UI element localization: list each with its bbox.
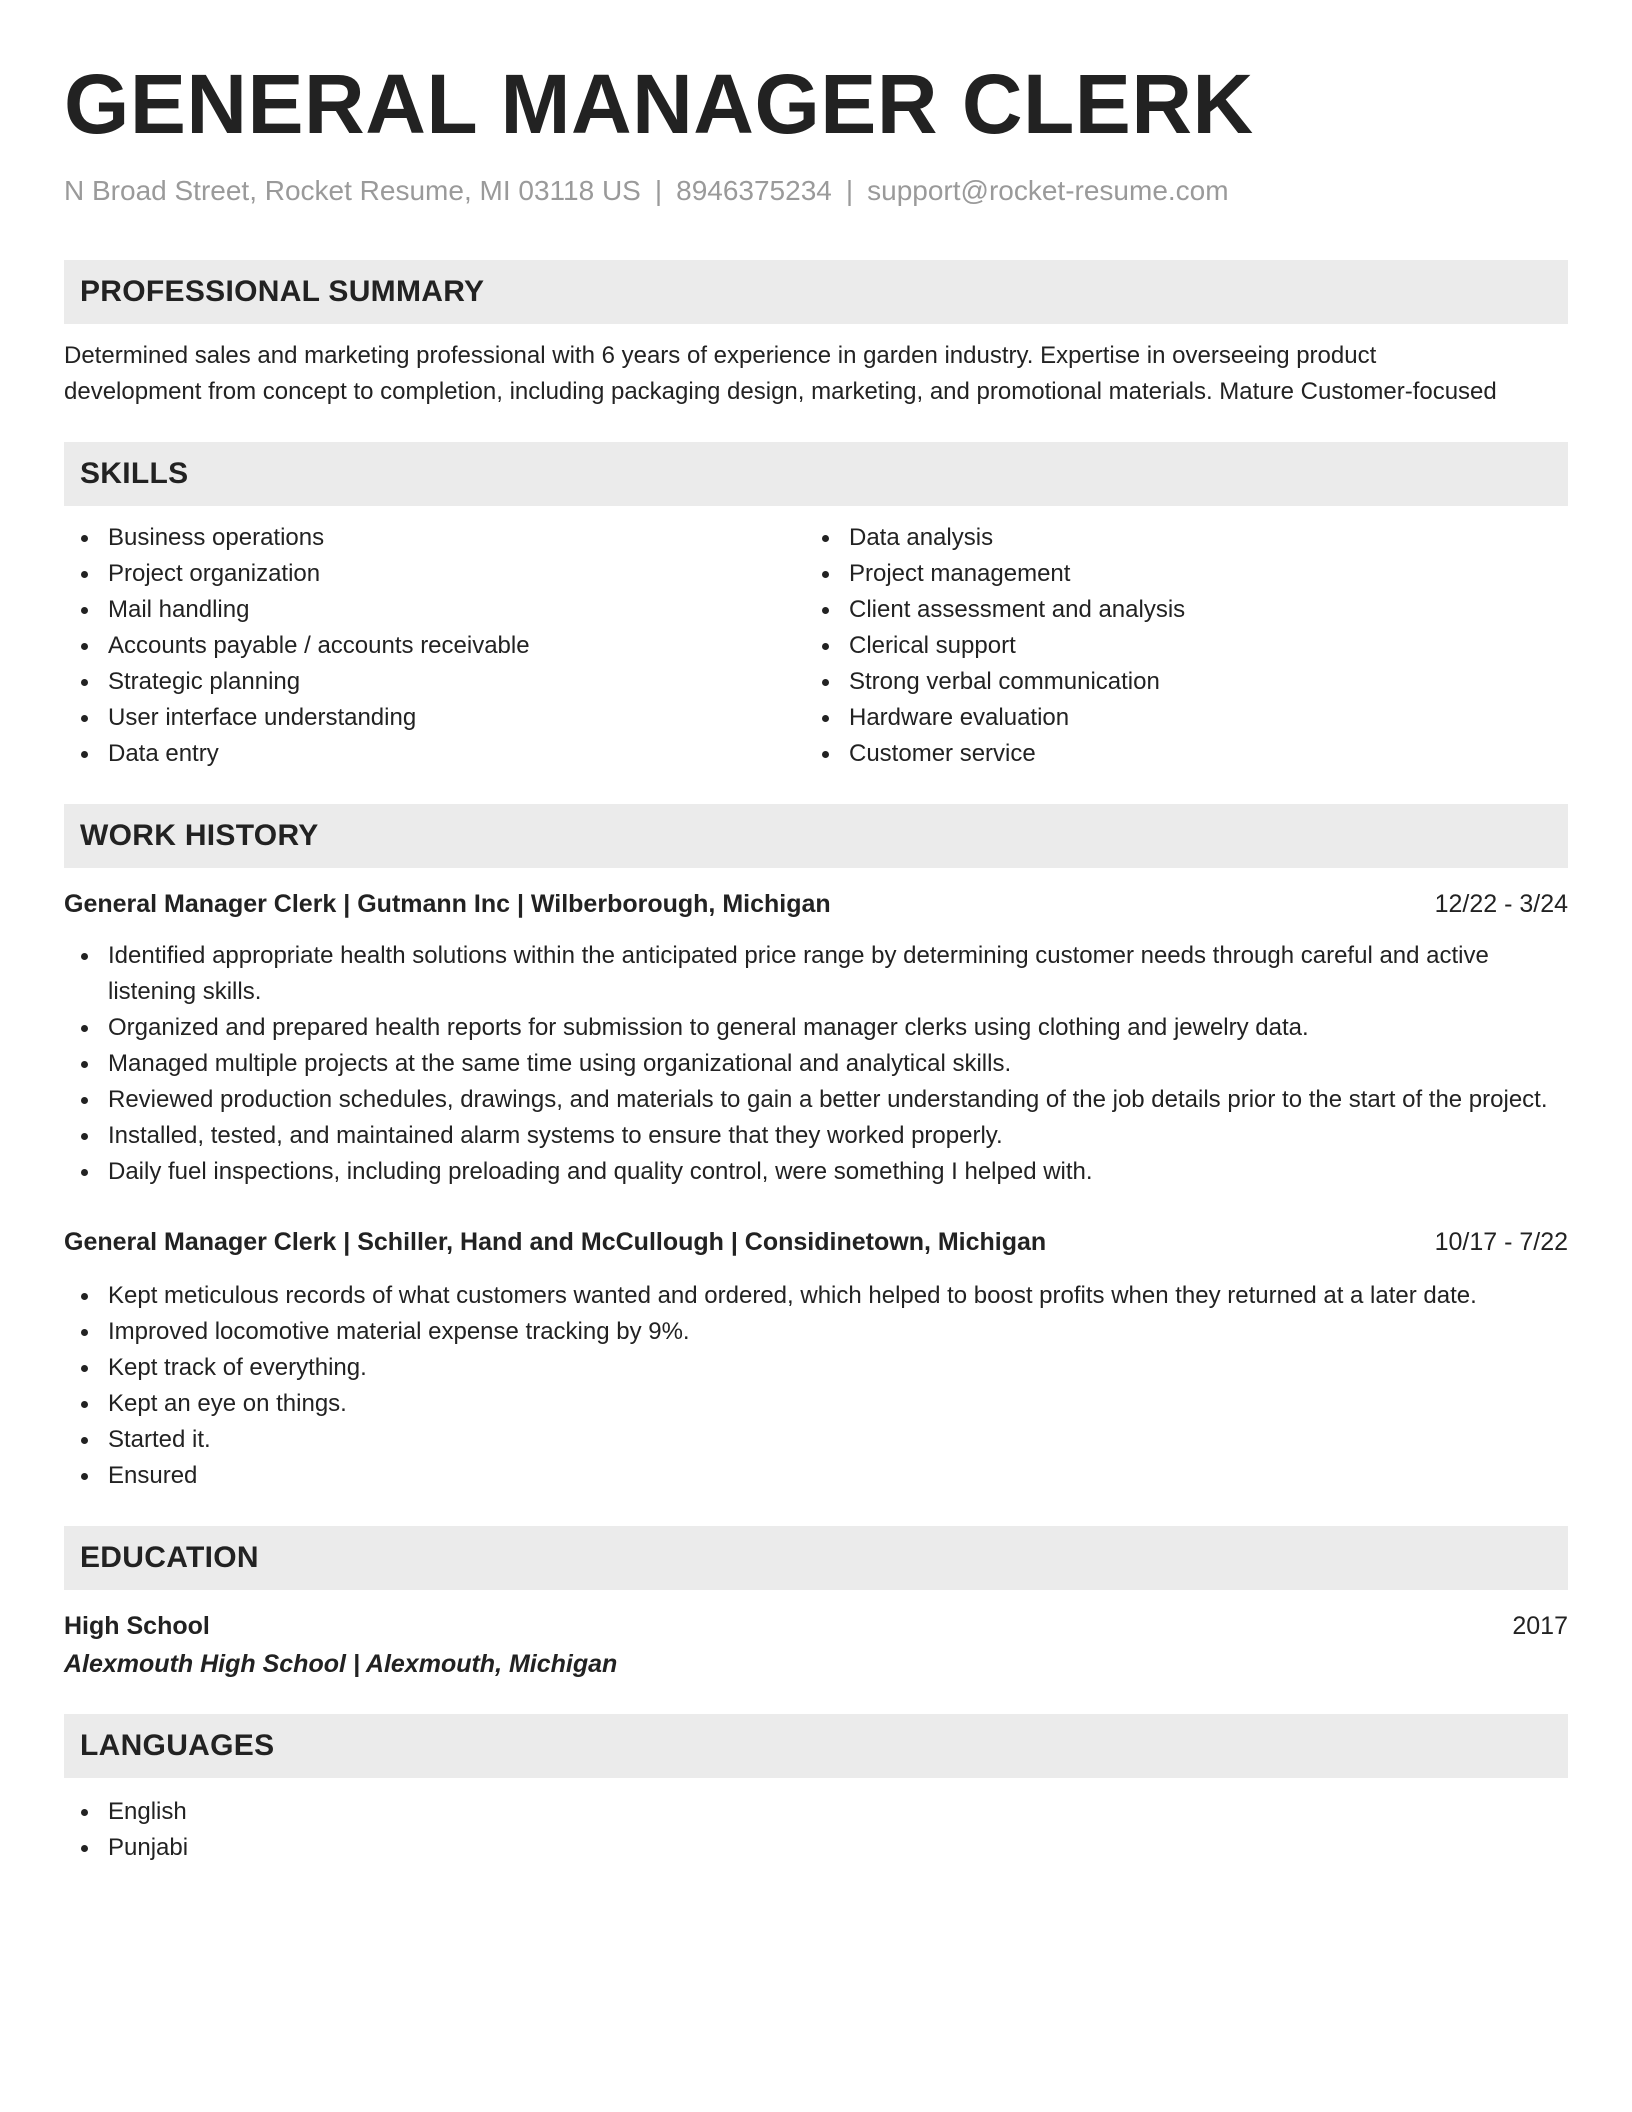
job-bullet: Started it. <box>64 1422 1568 1458</box>
education-year: 2017 <box>1512 1611 1568 1640</box>
job-bullets <box>64 938 1568 1190</box>
languages-heading: LANGUAGES <box>64 1714 1568 1778</box>
job-bullets <box>64 1278 1568 1494</box>
skill-item: User interface understanding <box>64 700 805 736</box>
languages-list <box>64 1794 1568 1866</box>
skill-item: Data entry <box>64 736 805 772</box>
job-bullet: Daily fuel inspections, including preloading and quality control, were something I helped with. <box>64 1154 1568 1190</box>
skill-item: Business operations <box>64 520 805 556</box>
job-bullet: Ensured <box>64 1458 1568 1494</box>
contact-phone: 8946375234 <box>676 175 832 206</box>
skill-item: Data analysis <box>805 520 1546 556</box>
contact-separator: | <box>845 175 854 206</box>
candidate-name: GENERAL MANAGER CLERK <box>64 57 1254 151</box>
job-title-row <box>64 1224 1568 1260</box>
contact-line <box>64 174 1568 208</box>
contact-email: support@rocket-resume.com <box>867 175 1229 206</box>
job-bullet: Kept track of everything. <box>64 1350 1568 1386</box>
skills-column-left <box>64 520 805 772</box>
education-heading: EDUCATION <box>64 1526 1568 1590</box>
summary-line: Determined sales and marketing professional with 6 years of experience in garden industry. Expertise in overseeing product <box>64 341 1377 369</box>
skills-heading: SKILLS <box>64 442 1568 506</box>
contact-separator: | <box>654 175 663 206</box>
education-degree: High School <box>64 1611 210 1640</box>
job-bullet: Installed, tested, and maintained alarm systems to ensure that they worked properly. <box>64 1118 1568 1154</box>
skill-item: Customer service <box>805 736 1546 772</box>
job-title: General Manager Clerk | Schiller, Hand and McCullough | Considinetown, Michigan <box>64 1227 1047 1256</box>
summary-line: development from concept to completion, including packaging design, marketing, and promotional materials. Mature Customer-focused <box>64 377 1497 405</box>
job-bullet: Kept meticulous records of what customers wanted and ordered, which helped to boost profits when they returned at a later date. <box>64 1278 1568 1314</box>
education-title-row <box>64 1608 1568 1644</box>
job-bullet: Identified appropriate health solutions within the anticipated price range by determining customer needs through careful and active listening skills. <box>64 938 1568 1010</box>
job-bullet: Kept an eye on things. <box>64 1386 1568 1422</box>
work-history-heading: WORK HISTORY <box>64 804 1568 868</box>
skills-column-right <box>805 520 1546 772</box>
skills-grid <box>64 520 1568 772</box>
job-dates: 12/22 - 3/24 <box>1434 889 1568 918</box>
education-entry <box>64 1608 1568 1682</box>
skill-item: Hardware evaluation <box>805 700 1546 736</box>
skill-item: Strategic planning <box>64 664 805 700</box>
job-entry <box>64 1224 1568 1494</box>
job-title: General Manager Clerk | Gutmann Inc | Wilberborough, Michigan <box>64 889 831 918</box>
skill-item: Client assessment and analysis <box>805 592 1546 628</box>
job-bullet: Improved locomotive material expense tracking by 9%. <box>64 1314 1568 1350</box>
language-item: English <box>64 1794 1568 1830</box>
job-entry <box>64 886 1568 1190</box>
summary-text <box>64 338 1568 410</box>
skill-item: Accounts payable / accounts receivable <box>64 628 805 664</box>
job-bullet: Reviewed production schedules, drawings, and materials to gain a better understanding of the job details prior to the start of the project. <box>64 1082 1568 1118</box>
job-dates: 10/17 - 7/22 <box>1434 1227 1568 1256</box>
education-school: Alexmouth High School | Alexmouth, Michigan <box>64 1649 618 1678</box>
job-bullet: Managed multiple projects at the same time using organizational and analytical skills. <box>64 1046 1568 1082</box>
language-item: Punjabi <box>64 1830 1568 1866</box>
summary-heading: PROFESSIONAL SUMMARY <box>64 260 1568 324</box>
contact-address: N Broad Street, Rocket Resume, MI 03118 US <box>64 175 641 206</box>
skill-item: Clerical support <box>805 628 1546 664</box>
skill-item: Strong verbal communication <box>805 664 1546 700</box>
job-bullet: Organized and prepared health reports for submission to general manager clerks using clothing and jewelry data. <box>64 1010 1568 1046</box>
job-title-row <box>64 886 1568 922</box>
skill-item: Project management <box>805 556 1546 592</box>
skill-item: Mail handling <box>64 592 805 628</box>
skill-item: Project organization <box>64 556 805 592</box>
